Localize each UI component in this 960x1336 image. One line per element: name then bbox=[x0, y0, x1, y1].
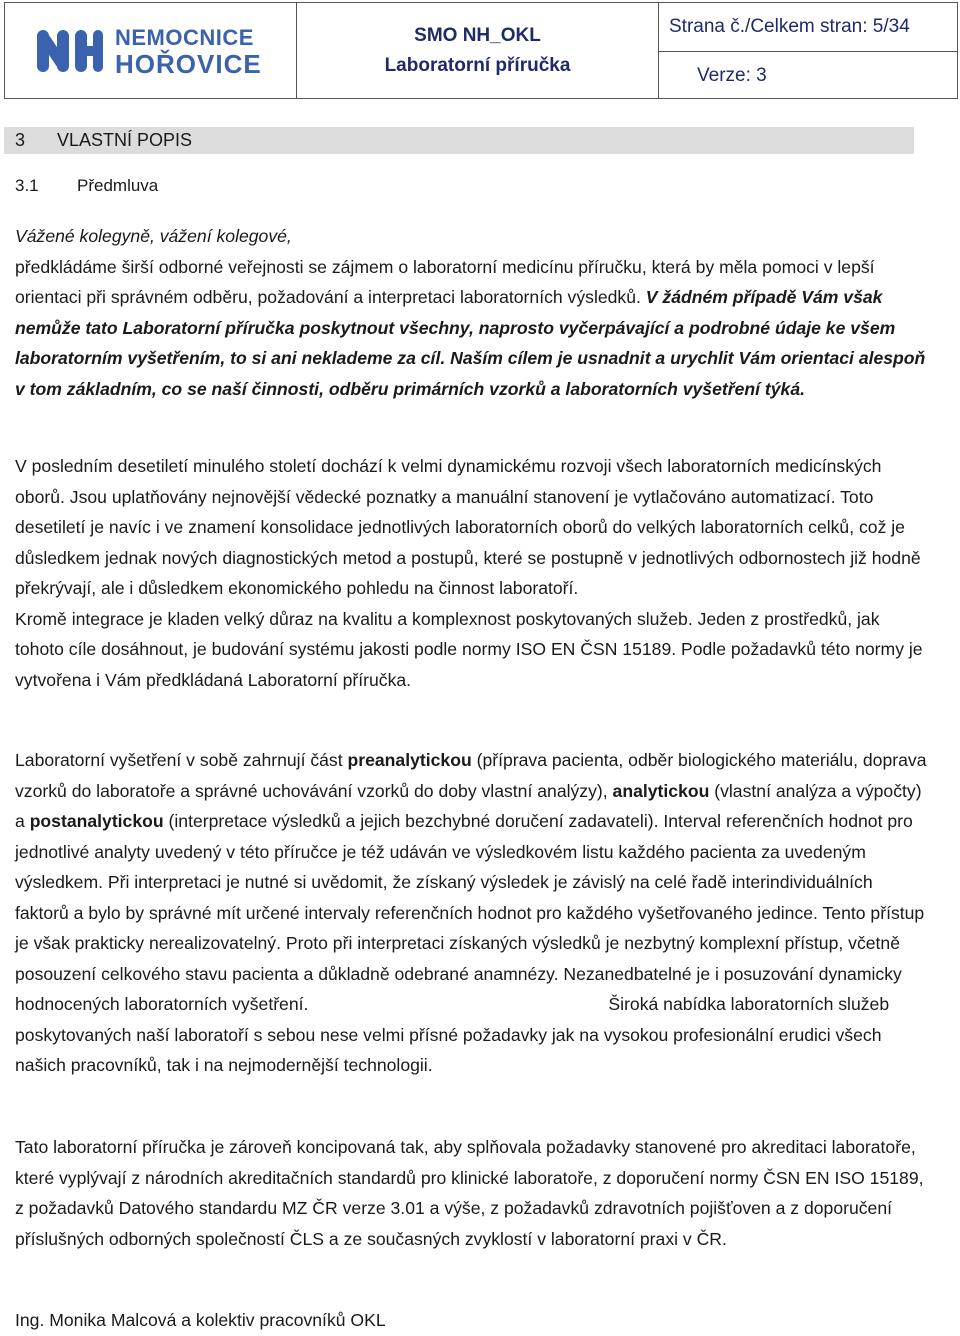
accreditation-text: Tato laboratorní příručka je zároveň koncipovaná tak, aby splňovala požadavky stanovené pro akreditaci laboratoře, které vyplývají z národních akreditačních standardů pro klinické laboratoře, z doporučení normy ČSN EN ISO 15189, z požadavků Datového standardu MZ ČR verze 3.01 a výše, z požadavků zdravotních pojišťoven a z doporučení příslušných odborných společností ČLS a ze současných zvyklostí v laboratorní praxi v ČR. bbox=[15, 1137, 924, 1249]
term-postanalytic: postanalytickou bbox=[29, 811, 164, 831]
phases-text-c: (příprava pacienta, odběr biologického materiálu, doprava vzorků do laboratoře a správné uchovávání vzorků do doby vlastní analýzy), bbox=[15, 750, 927, 801]
paragraph-phases bbox=[15, 745, 927, 1081]
subsection-title: Předmluva bbox=[77, 176, 159, 195]
signature: Ing. Monika Malcová a kolektiv pracovníků OKL bbox=[15, 1310, 386, 1330]
term-preanalytic: preanalytickou bbox=[347, 750, 472, 770]
term-analytic: analytickou bbox=[612, 780, 710, 801]
page-info-cell bbox=[659, 3, 957, 98]
subsection-heading bbox=[15, 172, 158, 199]
paragraph-intro bbox=[15, 221, 927, 404]
document-title: Laboratorní příručka bbox=[384, 54, 571, 76]
phases-text-h: Široká nabídka laboratorních služeb poskytovaných naší laboratoří s sebou nese velmi přísné požadavky jak na vysokou profesionální erudici všech našich pracovníků, tak i na nejmodernější technologii. bbox=[15, 994, 890, 1075]
page-counter: Strana č./Celkem stran: 5/34 bbox=[659, 3, 957, 52]
document-code: SMO NH_OKL bbox=[414, 24, 541, 46]
section-number: 3 bbox=[15, 130, 26, 150]
section-heading bbox=[4, 127, 914, 154]
intro-emphasis: V žádném případě Vám však nemůže tato Laboratorní příručka poskytnout všechny, naprosto vyčerpávající a podrobné údaje ke všem laboratorním vyšetřením, to si ani neklademe za cíl. Naším cílem je usnadnit a urychlit Vám orientaci alespoň v tom základním, co se naší činnosti, odběru primárních vzorků a laboratorních vyšetření týká. bbox=[15, 287, 926, 399]
hospital-logo-icon bbox=[35, 26, 105, 76]
quality-text: Kromě integrace je kladen velký důraz na kvalitu a komplexnost poskytovaných služeb. Jeden z prostředků, jak tohoto cíle dosáhnout, je budování systému jakosti podle normy ISO EN ČSN 15189. Podle požadavků této normy je vytvořena i Vám předkládaná Laboratorní příručka. bbox=[15, 608, 923, 690]
intro-text: předkládáme širší odborné veřejnosti se zájmem o laboratorní medicínu příručku, která by měla pomoci v lepší orientaci při správném odběru, požadování a interpretaci laboratorních výsledků. bbox=[15, 256, 875, 307]
phases-text-g: (interpretace výsledků a jejich bezchybné doručení zadavateli). Interval referenčních hodnot pro jednotlivé analyty uvedený v této příručce je též udáván ve výsledkovém listu každého pacienta za uvedeným výsledkem. Při interpretaci je nutné si uvědomit, že získaný výsledek je závislý na celé řadě interindividuálních faktorů a bylo by správné mít určené intervaly referenčních hodnot pro každého vyšetřovaného jedince. Tento přístup je však prakticky nerealizovatelný. Proto při interpretaci získaných výsledků je nezbytný komplexní přístup, včetně posouzení celkového stavu pacienta a důkladně odebrané anamnézy. Nezanedbatelné je i posuzování dynamicky hodnocených laboratorních vyšetření. bbox=[15, 811, 925, 1014]
logo-line1: NEMOCNICE bbox=[115, 24, 254, 50]
salutation: Vážené kolegyně, vážení kolegové, bbox=[15, 226, 292, 246]
phases-text-a: Laboratorní vyšetření v sobě zahrnují část bbox=[15, 750, 348, 770]
phases-text-e: (vlastní analýza a výpočty) a bbox=[15, 780, 922, 831]
subsection-number: 3.1 bbox=[15, 176, 39, 195]
history-text: V posledním desetiletí minulého století dochází k velmi dynamickému rozvoji všech laboratorních medicínských oborů. Jsou uplatňovány nejnovější vědecké poznatky a manuální stanovení je vytlačováno automatizací. Toto desetiletí je navíc i ve znamení konsolidace jednotlivých laboratorních oborů do velkých laboratorních celků, což je důsledkem jednak nových diagnostických metod a postupů, které se postupně v jednotlivých odbornostech již hodně překrývají, ale i důsledkem ekonomického pohledu na činnost laboratoří. bbox=[15, 456, 921, 598]
paragraph-history bbox=[15, 451, 927, 695]
logo-line2: HOŘOVICE bbox=[115, 48, 262, 79]
document-header bbox=[4, 2, 958, 99]
version-label: Verze: 3 bbox=[697, 65, 767, 86]
logo-cell bbox=[5, 3, 297, 98]
doc-id-cell bbox=[297, 3, 659, 98]
logo-text bbox=[115, 25, 262, 77]
paragraph-accreditation bbox=[15, 1132, 927, 1254]
section-title: VLASTNÍ POPIS bbox=[57, 130, 193, 150]
